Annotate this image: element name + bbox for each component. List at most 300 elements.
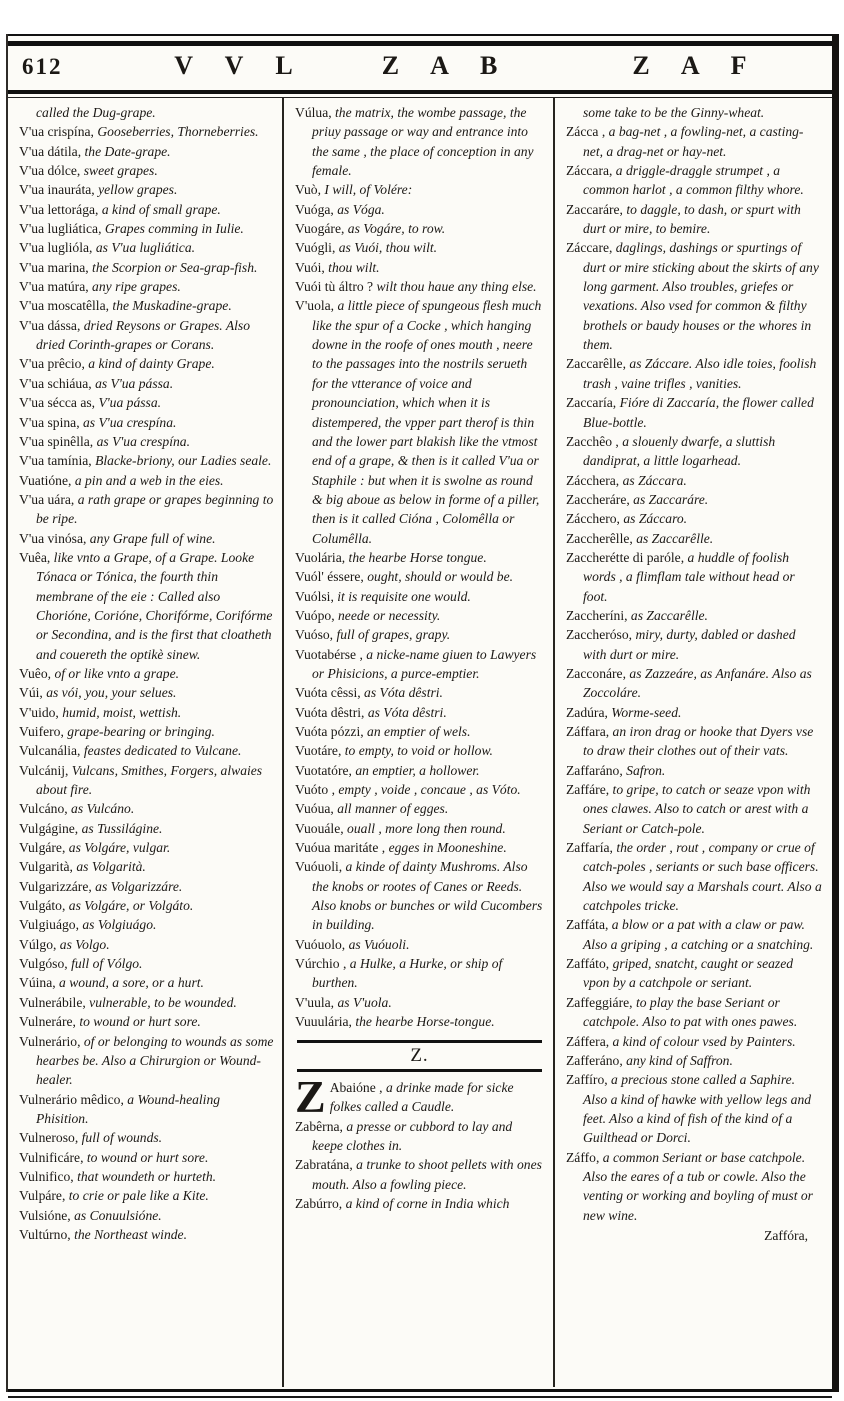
entry-headword: Vulnifico,: [19, 1168, 78, 1184]
entry-definition: it is requisite one would.: [337, 588, 471, 604]
dictionary-entry: [566, 509, 822, 528]
dictionary-entry: [19, 1225, 275, 1244]
dictionary-entry: [566, 122, 822, 161]
entry-definition: as V'ua crespína.: [83, 414, 177, 430]
bottom-rule: [8, 1389, 832, 1398]
entry-definition: a kind of corne in India which: [345, 1195, 510, 1211]
entry-headword: V'ua matúra,: [19, 279, 93, 295]
dictionary-entry: [19, 741, 275, 760]
dictionary-entry: [295, 1155, 546, 1194]
entry-headword: Zaccheróso,: [566, 627, 636, 643]
dictionary-entry: [295, 645, 546, 684]
dictionary-entry: [295, 799, 546, 818]
dictionary-entry: [19, 703, 275, 722]
entry-definition: to wound or hurt sore.: [79, 1014, 201, 1030]
entry-definition: as Volgarizzáre.: [95, 878, 183, 894]
entry-headword: Abaióne ,: [329, 1079, 386, 1095]
entry-headword: Zaccaría,: [566, 395, 620, 411]
entry-headword: Vulcáno,: [19, 801, 72, 817]
entry-headword: Vuotabérse ,: [295, 646, 367, 662]
entry-definition: Worme-seed.: [611, 704, 682, 720]
entry-headword: Vuóua,: [295, 801, 338, 817]
dictionary-entry: [19, 161, 275, 180]
dictionary-entry: [19, 200, 275, 219]
dictionary-entry: [19, 451, 275, 470]
entry-definition: as Zaccarêlle.: [630, 607, 708, 623]
dictionary-entry: [566, 354, 822, 393]
entry-definition: vulnerable, to be wounded.: [89, 994, 237, 1010]
entry-definition: a kind of colour vsed by Painters.: [612, 1033, 796, 1049]
dictionary-entry: [19, 1167, 275, 1186]
section-letter-label: Z.: [410, 1044, 429, 1066]
entry-definition: wilt thou haue any thing else.: [376, 279, 537, 295]
catchword: Zaffóra,: [764, 1227, 808, 1243]
entry-headword: V'uido,: [19, 704, 63, 720]
entry-definition: to play the base Seriant or catchpole. Also to pat with ones pawes.: [583, 994, 798, 1030]
entry-definition: a rath grape or grapes beginning to be ripe.: [36, 491, 274, 527]
dictionary-entry: [19, 296, 275, 315]
entry-headword: Zaffíro,: [566, 1072, 612, 1088]
entry-definition: as V'ua crespína.: [96, 433, 190, 449]
dictionary-entry: [19, 354, 275, 373]
dictionary-entry: [19, 935, 275, 954]
entry-definition: a driggle-draggle strumpet , a common harlot , a common filthy whore.: [583, 163, 804, 198]
dictionary-entry: [19, 857, 275, 876]
dictionary-entry: [295, 838, 546, 857]
dictionary-entry: [295, 1194, 546, 1213]
dictionary-entry: [19, 664, 275, 683]
entry-headword: Zaffáta,: [566, 917, 612, 933]
entry-headword: Vulneroso,: [19, 1130, 82, 1146]
entry-headword: V'ua lugliática,: [19, 221, 105, 237]
entry-headword: Zaccheráre,: [566, 491, 634, 507]
entry-headword: Vuói,: [295, 259, 329, 275]
entry-headword: Zácca ,: [566, 124, 609, 140]
top-rule: [8, 34, 832, 46]
dictionary-entry: [295, 780, 546, 799]
dictionary-entry: [566, 238, 822, 354]
entry-headword: Vuóta cêssi,: [295, 685, 365, 701]
entry-definition: as Volgo.: [59, 936, 110, 952]
entry-definition: Gooseberries, Thorneberries.: [97, 124, 259, 140]
entry-definition: the Scorpion or Sea-grap-fish.: [92, 259, 258, 275]
entry-definition: to daggle, to dash, or spurt with durt or mire, to bemire.: [583, 201, 801, 237]
dictionary-entry: [19, 1128, 275, 1147]
dictionary-entry: [566, 471, 822, 490]
dictionary-entry: [19, 316, 275, 355]
entry-definition: an emptier of wels.: [367, 724, 471, 739]
entry-headword: Zácchero,: [566, 511, 624, 527]
entry-headword: Vuógli,: [295, 240, 339, 256]
dictionary-entry: [566, 200, 822, 239]
drop-cap-letter: Z: [295, 1070, 326, 1122]
entry-definition: to gripe, to catch or seaze vpon with ones clawes. Also to catch or arest with a Seriant or Catch-pole.: [583, 782, 811, 836]
dictionary-entry: [295, 625, 546, 644]
dictionary-entry: [19, 180, 275, 199]
dictionary-entry: [295, 722, 546, 741]
entry-headword: Vulgarizzáre,: [19, 878, 96, 894]
entry-definition: Vulcans, Smithes, Forgers, alwaies about fire.: [36, 762, 263, 798]
entry-headword: V'ua spinêlla,: [19, 433, 97, 449]
entry-definition: the order , rout , company or crue of catch-poles , seriants or such base officers. Also we would say a Marshals court. Also a catchpoles tricke.: [583, 840, 822, 914]
entry-headword: Vulneráre,: [19, 1014, 80, 1030]
entry-headword: Vuói tù áltro ?: [295, 279, 377, 295]
section-divider: [297, 1040, 542, 1072]
entry-definition: as Volgiuágo.: [82, 917, 157, 933]
dictionary-entry: [19, 1012, 275, 1031]
entry-headword: Vuolária,: [295, 549, 349, 565]
dictionary-entry: [295, 954, 546, 993]
dictionary-entry: [566, 548, 822, 606]
entry-definition: as Zaccarêlle.: [636, 530, 714, 546]
dictionary-entry: [295, 741, 546, 760]
entry-definition: V'ua pássa.: [98, 395, 162, 411]
dictionary-entry: [566, 606, 822, 625]
entry-continuation: called the Dug-grape.: [36, 105, 156, 120]
entry-definition: as Vulcáno.: [71, 801, 135, 817]
entry-definition: as V'ua pássa.: [95, 375, 174, 391]
dictionary-entry: [19, 258, 275, 277]
entry-definition: Fióre di Zaccaría, the flower called Blue-bottle.: [583, 395, 814, 430]
entry-headword: Zaffaráno,: [566, 762, 627, 778]
entry-headword: Zafferáno,: [566, 1052, 627, 1068]
dictionary-entry: [19, 529, 275, 548]
entry-headword: Vulsióne,: [19, 1207, 75, 1223]
dictionary-entry: [19, 1186, 275, 1205]
entry-headword: Zacconáre,: [566, 665, 630, 681]
entry-headword: V'ua prêcio,: [19, 356, 89, 372]
dictionary-entry: [295, 567, 546, 586]
entry-headword: Vulcanália,: [19, 743, 84, 759]
entry-definition: that woundeth or hurteth.: [77, 1168, 217, 1184]
entry-definition: of or like vnto a grape.: [54, 665, 180, 681]
entry-definition: as V'ua lugliática.: [95, 240, 196, 256]
entry-headword: Vulgarità,: [19, 859, 77, 875]
entry-headword: Záffo,: [566, 1149, 603, 1165]
dictionary-entry: [19, 683, 275, 702]
column-1: [8, 98, 284, 1387]
entry-definition: a little piece of spungeous flesh much like the spur of a Cocke , which hanging downe in the roofe of ones mouth , neere to the passages into the nostrils serueth for the vtterance of voice and pronounciation, which when it is distempered, the vpper part therof is thin and the lower part blakish like the vtmost end of a grape, & then is it called V'ua or Staphile : but when it is swolne as round & big aboue as below in forme of a piller, then is it called Cióna , Colomêlla or Columêlla.: [312, 298, 542, 546]
dictionary-entry: [295, 683, 546, 702]
entry-headword: Vuò,: [295, 182, 325, 198]
dictionary-entry: [295, 935, 546, 954]
entry-definition: as Volgarità.: [76, 859, 146, 875]
entry-headword: Vuotatóre,: [295, 762, 356, 778]
entry-headword: Vultúrno,: [19, 1226, 75, 1242]
entry-headword: Vulnerário mêdico,: [19, 1091, 128, 1107]
entry-headword: V'ua spina,: [19, 414, 83, 430]
entry-definition: humid, moist, wettish.: [62, 704, 182, 720]
entry-definition: as Zazzeáre, as Anfanáre. Also as Zoccoláre.: [583, 665, 812, 701]
dictionary-entry: [566, 664, 822, 703]
entry-headword: Vulgiuágo,: [19, 917, 83, 933]
entry-definition: as Záccaro.: [623, 511, 688, 527]
entry-headword: Vuópo,: [295, 607, 338, 623]
entry-definition: the Muskadine-grape.: [112, 298, 232, 314]
page-header: [8, 46, 832, 90]
dictionary-entry: [566, 490, 822, 509]
entry-headword: Zácchera,: [566, 472, 623, 488]
dictionary-entry: [566, 393, 822, 432]
dictionary-entry: [566, 432, 822, 471]
dictionary-entry: [19, 799, 275, 818]
entry-definition: egges in Mooneshine.: [388, 840, 507, 856]
entry-definition: yellow grapes.: [98, 182, 178, 198]
entry-definition: as Volgáre, or Volgáto.: [68, 898, 194, 914]
entry-headword: V'ua vinósa,: [19, 530, 90, 546]
entry-headword: Vúina,: [19, 975, 60, 991]
dictionary-entry: [295, 277, 546, 296]
column-3: [555, 98, 832, 1387]
dictionary-entry: [566, 915, 822, 954]
dictionary-entry: [295, 761, 546, 780]
entry-headword: Zaffaría,: [566, 840, 617, 856]
entry-definition: to crie or pale like a Kite.: [68, 1188, 209, 1204]
entry-definition: as Volgáre, vulgar.: [68, 840, 171, 856]
dictionary-entry: [19, 122, 275, 141]
entry-headword: Záffara,: [566, 724, 613, 739]
entry-headword: Zaccaráre,: [566, 201, 627, 217]
entry-definition: to empty, to void or hollow.: [344, 743, 493, 759]
dictionary-entry: [566, 954, 822, 993]
entry-headword: V'ua dátila,: [19, 143, 85, 159]
entry-headword: Zabúrro,: [295, 1195, 346, 1211]
entry-definition: daglings, dashings or spurtings of durt or mire sticking about the skirts of any long garment. Also troubles, griefes or vexations. Also vsed for common & filthy brothels or baudy houses or the whores in them.: [583, 240, 819, 353]
dictionary-entry: [566, 161, 822, 200]
entry-headword: Vúi,: [19, 685, 47, 701]
entry-definition: empty , voide , concaue , as Vóto.: [338, 782, 521, 798]
entry-definition: any Grape full of wine.: [89, 530, 216, 546]
dictionary-entry: [566, 529, 822, 548]
running-head-vvl: V V L: [174, 51, 306, 80]
entry-headword: Vúrchio ,: [295, 956, 350, 972]
entry-headword: V'ua marina,: [19, 259, 93, 275]
entry-definition: a trunke to shoot pellets with ones mouth. Also a fowling piece.: [312, 1157, 542, 1192]
entry-definition: the hearbe Horse-tongue.: [355, 1014, 495, 1030]
entry-definition: miry, durty, dabled or dashed with durt or mire.: [583, 627, 796, 662]
entry-headword: Vuóuoli,: [295, 859, 346, 875]
entry-definition: griped, snatcht, caught or seazed vpon by a catchpole or seriant.: [583, 956, 794, 991]
entry-headword: Vulgágine,: [19, 820, 82, 836]
dictionary-entry: [19, 877, 275, 896]
entry-definition: I will, of Volére:: [324, 182, 413, 198]
dictionary-entry: [566, 703, 822, 722]
entry-definition: the Date-grape.: [84, 143, 171, 159]
entry-headword: Zabratána,: [295, 1157, 357, 1173]
dictionary-entry: [566, 761, 822, 780]
entry-definition: thou wilt.: [328, 259, 380, 275]
dictionary-entry: [19, 973, 275, 992]
dictionary-entry: [295, 296, 546, 547]
entry-definition: all manner of egges.: [337, 801, 449, 817]
dictionary-entry: [295, 180, 546, 199]
entry-headword: Záccara,: [566, 163, 616, 179]
entry-definition: a blow or a pat with a claw or paw. Also a griping , a catching or a snatching.: [583, 917, 814, 952]
entry-definition: a slouenly dwarfe, a sluttish dandiprat, a little logarhead.: [583, 433, 776, 469]
dictionary-entry: [19, 490, 275, 529]
dictionary-page: [6, 34, 839, 1392]
entry-definition: any ripe grapes.: [92, 279, 181, 295]
entry-headword: Zacchêo ,: [566, 433, 623, 449]
entry-headword: Zaffáto,: [566, 956, 613, 972]
entry-definition: ouall , more long then round.: [347, 820, 506, 836]
dictionary-entry: [19, 277, 275, 296]
dictionary-entry: [19, 393, 275, 412]
entry-headword: Vuól' éssere,: [295, 569, 368, 585]
entry-definition: as Zaccaráre.: [633, 491, 709, 507]
entry-definition: to wound or hurt sore.: [86, 1149, 209, 1165]
entry-headword: Vulgáre,: [19, 840, 69, 856]
entry-headword: Vuóto ,: [295, 782, 339, 798]
entry-headword: V'ua sécca as,: [19, 395, 99, 411]
entry-headword: Vuóso,: [295, 627, 337, 643]
entry-headword: Vulnificáre,: [19, 1149, 87, 1165]
dictionary-entry: [295, 993, 546, 1012]
entry-headword: V'ua dássa,: [19, 317, 84, 333]
entry-headword: Vuotáre,: [295, 743, 345, 759]
entry-headword: Záccare,: [566, 240, 616, 256]
entry-definition: a kind of small grape.: [101, 201, 221, 217]
dictionary-columns: [8, 98, 832, 1387]
entry-definition: ought, should or would be.: [367, 569, 513, 585]
entry-headword: Zadúra,: [566, 704, 612, 720]
dictionary-entry: [566, 780, 822, 838]
dictionary-entry: [295, 219, 546, 238]
entry-headword: Vulgóso,: [19, 956, 72, 972]
entry-definition: full of wounds.: [81, 1130, 163, 1146]
entry-headword: Vúlua,: [295, 105, 336, 120]
header-rule: [8, 90, 832, 98]
entry-definition: like vnto a Grape, of a Grape. Looke Tónaca or Tónica, the fourth thin membrane of the eie : Called also Chorióne, Corióne, Chorifórme, Corifórme or Secondina, and is the first that cloatheth and couereth the optikè sinew.: [36, 549, 273, 662]
entry-headword: Vúlgo,: [19, 936, 60, 952]
entry-headword: Vuifero,: [19, 724, 68, 739]
entry-headword: Vuêa,: [19, 549, 54, 565]
entry-definition: an iron drag or hooke that Dyers vse to draw their clothes out of their vats.: [583, 724, 814, 759]
entry-definition: as Conuulsióne.: [74, 1207, 162, 1223]
entry-definition: sweet grapes.: [83, 163, 158, 179]
entry-definition: as V'uola.: [337, 994, 392, 1010]
entry-definition: a nicke-name giuen to Lawyers or Phisicions, a purce-emptier.: [312, 646, 537, 681]
dictionary-entry: [295, 238, 546, 257]
dictionary-entry: [19, 432, 275, 451]
dictionary-entry: [295, 587, 546, 606]
entry-headword: Vulpáre,: [19, 1188, 69, 1204]
entry-headword: V'ua uára,: [19, 491, 78, 507]
dictionary-entry: [19, 761, 275, 800]
entry-headword: Vuuulária,: [295, 1014, 356, 1030]
entry-definition: a drinke made for sicke folkes called a Caudle.: [329, 1079, 514, 1115]
entry-definition: a presse or cubbord to lay and keepe clothes in.: [312, 1118, 513, 1153]
dictionary-entry: [19, 142, 275, 161]
dictionary-entry: [295, 200, 546, 219]
running-head-zaf: Z A F: [632, 51, 760, 80]
dictionary-entry: [19, 471, 275, 490]
entry-headword: Vuouále,: [295, 820, 348, 836]
dictionary-entry: [566, 1032, 822, 1051]
entry-definition: a huddle of foolish words , a flimflam tale without head or foot.: [583, 549, 795, 604]
entry-headword: V'ua dólce,: [19, 163, 84, 179]
dictionary-entry: [566, 993, 822, 1032]
dictionary-entry: [19, 896, 275, 915]
dictionary-entry: [295, 857, 546, 934]
column-2: [284, 98, 555, 1387]
entry-definition: a Wound-healing Phisition.: [36, 1091, 221, 1126]
dictionary-entry: [295, 1117, 546, 1156]
dictionary-entry: [566, 1070, 822, 1147]
entry-headword: V'ua lettorága,: [19, 201, 102, 217]
entry-definition: the hearbe Horse tongue.: [348, 549, 487, 565]
entry-headword: Vuóga,: [295, 201, 338, 217]
entry-headword: Zabêrna,: [295, 1118, 347, 1134]
dictionary-entry: [566, 1148, 822, 1225]
dictionary-entry: [566, 838, 822, 915]
entry-definition: neede or necessity.: [338, 607, 441, 623]
entry-definition: Grapes comming in Iulie.: [104, 221, 244, 237]
entry-headword: Zaccheríni,: [566, 607, 631, 623]
entry-definition: full of Vólgo.: [71, 956, 143, 972]
entry-headword: Vuogáre,: [295, 221, 348, 237]
entry-headword: Zaccherétte di paróle,: [566, 549, 688, 565]
entry-headword: V'ua schiáua,: [19, 375, 96, 391]
entry-headword: Vulnerário,: [19, 1033, 84, 1049]
entry-headword: V'ua crispína,: [19, 124, 98, 140]
dictionary-entry: [295, 1070, 546, 1122]
entry-headword: Záffera,: [566, 1033, 613, 1049]
entry-headword: V'ua tamínia,: [19, 453, 96, 469]
entry-headword: V'uula,: [295, 994, 338, 1010]
dictionary-entry: [566, 1051, 822, 1070]
entry-headword: Vuóua maritáte ,: [295, 840, 389, 856]
entry-definition: a kind of dainty Grape.: [88, 356, 215, 372]
entry-headword: Vuólsi,: [295, 588, 338, 604]
entry-definition: a common Seriant or base catchpole. Also the eares of a tub or cowle. Also the venting or working and boyling of must or new wine.: [583, 1149, 813, 1223]
entry-headword: V'ua luglióla,: [19, 240, 96, 256]
dictionary-entry: [19, 993, 275, 1012]
dictionary-entry: [19, 1148, 275, 1167]
entry-definition: a wound, a sore, or a hurt.: [59, 975, 204, 991]
entry-headword: Zaccherêlle,: [566, 530, 637, 546]
dictionary-entry: [19, 838, 275, 857]
dictionary-entry: [19, 374, 275, 393]
entry-headword: V'ua moscatêlla,: [19, 298, 113, 314]
entry-headword: V'ua inauráta,: [19, 182, 99, 198]
entry-headword: Vulgáto,: [19, 898, 69, 914]
dictionary-entry: [19, 915, 275, 934]
entry-headword: Zaccarêlle,: [566, 356, 630, 372]
entry-definition: dried Reysons or Grapes. Also dried Corinth-grapes or Corans.: [36, 317, 251, 353]
dictionary-entry: [19, 1090, 275, 1129]
dictionary-entry: [19, 413, 275, 432]
running-head-zab: Z A B: [381, 51, 511, 80]
entry-definition: as Vogáre, to row.: [347, 221, 446, 237]
dictionary-entry: [566, 722, 822, 761]
dictionary-entry: [19, 1206, 275, 1225]
dictionary-entry: [19, 1032, 275, 1090]
dictionary-entry: [19, 548, 275, 664]
entry-headword: V'uola,: [295, 298, 338, 314]
entry-definition: the matrix, the wombe passage, the priuy passage or way and entrance into the same , the place of conception in any female.: [312, 105, 534, 179]
entry-definition: as Vóta dêstri.: [364, 685, 443, 701]
dictionary-entry: [19, 722, 275, 741]
entry-headword: Vuóuolo,: [295, 936, 349, 952]
entry-definition: as Vóga.: [337, 201, 385, 217]
entry-definition: a Hulke, a Hurke, or ship of burthen.: [312, 956, 503, 991]
entry-continuation: some take to be the Ginny-wheat.: [583, 105, 765, 120]
dictionary-entry: [295, 548, 546, 567]
entry-definition: feastes dedicated to Vulcane.: [83, 743, 242, 759]
entry-definition: Safron.: [626, 762, 666, 778]
dictionary-entry: [295, 258, 546, 277]
